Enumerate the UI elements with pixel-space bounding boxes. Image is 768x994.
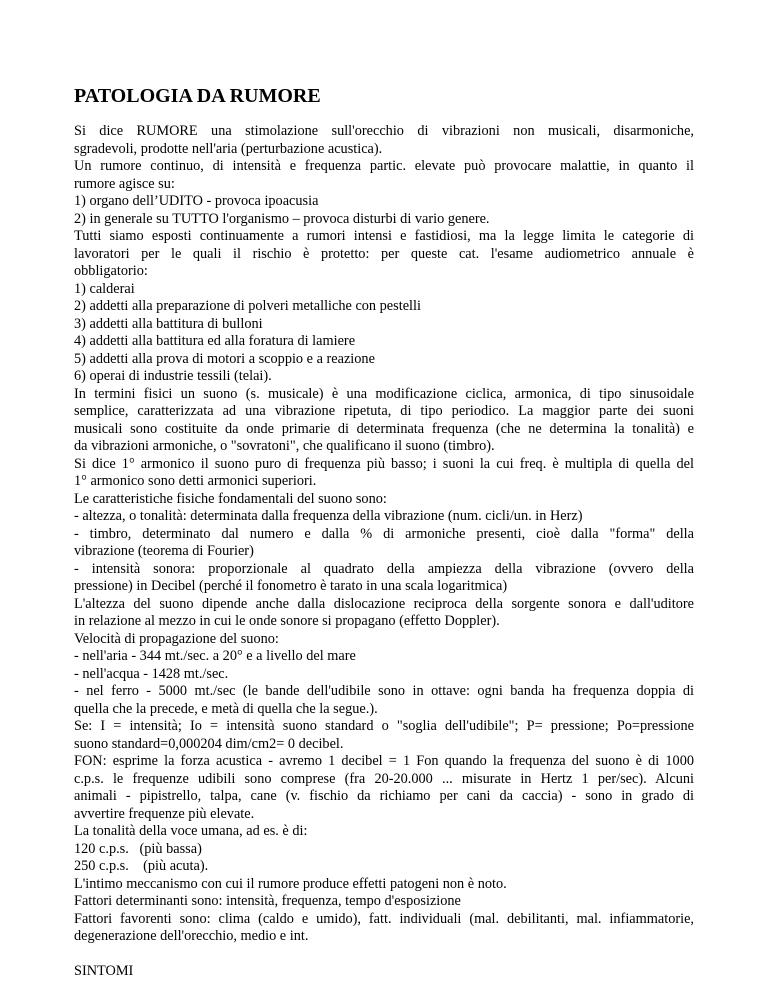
text-line: in relazione al mezzo in cui le onde sonore si propagano (effetto Doppler). — [74, 613, 500, 629]
text-line: 1) organo dell’UDITO - provoca ipoacusia — [74, 193, 319, 209]
text-line: In termini fisici un suono (s. musicale) è una modificazione ciclica, armonica, di tipo sinusoidale — [74, 385, 694, 402]
text-line: 5) addetti alla prova di motori a scoppio e a reazione — [74, 350, 375, 367]
text-line: rumore agisce su: — [74, 175, 175, 192]
text-line: Si dice 1° armonico il suono puro di frequenza più basso; i suoni la cui freq. è multipla di quella del — [74, 455, 694, 472]
text-line: La tonalità della voce umana, ad es. è di: — [74, 823, 308, 839]
text-line: obbligatorio: — [74, 263, 148, 279]
text-line: degenerazione dell'orecchio, medio e int. — [74, 928, 309, 944]
text-line: avvertire frequenze più elevate. — [74, 805, 255, 822]
text-line: 3) addetti alla battitura di bulloni — [74, 315, 263, 332]
text-line: quella che la precede, e metà di quella che la segue.). — [74, 700, 378, 717]
document-body — [74, 123, 694, 981]
text-line: Le caratteristiche fisiche fondamentali del suono sono: — [74, 490, 387, 507]
text-line: da vibrazioni armoniche, o "sovratoni", che qualificano il suono (timbro). — [74, 438, 495, 454]
text-line: 120 c.p.s. (più bassa) — [74, 840, 202, 857]
text-line: semplice, caratterizzata ad una vibrazione ripetuta, di tipo periodico. La maggior parte dei suoni — [74, 403, 694, 419]
text-line: 6) operai di industrie tessili (telai). — [74, 368, 272, 384]
text-line: Tutti siamo esposti continuamente a rumori intensi e fastidiosi, ma la legge limita le categorie di — [74, 228, 694, 244]
text-line: suono standard=0,000204 dim/cm2= 0 decibel. — [74, 735, 344, 752]
text-line: pressione) in Decibel (perché il fonometro è tarato in una scala logaritmica) — [74, 578, 508, 594]
text-line: - altezza, o tonalità: determinata dalla frequenza della vibrazione (num. cicli/un. in Herz) — [74, 508, 583, 524]
text-line: 1) calderai — [74, 280, 135, 297]
text-line: L'intimo meccanismo con cui il rumore produce effetti patogeni non è noto. — [74, 875, 507, 892]
text-line: - timbro, determinato dal numero e dalla % di armoniche presenti, cioè dalla "forma" della — [74, 525, 694, 542]
text-line: Velocità di propagazione del suono: — [74, 630, 279, 647]
text-line: Fattori determinanti sono: intensità, frequenza, tempo d'esposizione — [74, 893, 461, 909]
text-line: animali - pipistrello, talpa, cane (v. fischio da richiamo per cani da caccia) - sono in grado di — [74, 788, 694, 804]
text-line: vibrazione (teorema di Fourier) — [74, 543, 254, 559]
text-line: - nel ferro - 5000 mt./sec (le bande dell'udibile sono in ottave: ogni banda ha frequenza doppia di — [74, 683, 694, 699]
text-line: 2) addetti alla preparazione di polveri metalliche con pestelli — [74, 298, 421, 314]
text-line: - nell'aria - 344 mt./sec. a 20° e a livello del mare — [74, 648, 356, 664]
text-line: - nell'acqua - 1428 mt./sec. — [74, 665, 229, 682]
text-line: Se: I = intensità; Io = intensità suono standard o "soglia dell'udibile"; P= pressione; Po=pressione — [74, 718, 694, 734]
text-line: lavoratori per le quali il rischio è protetto: per queste cat. l'esame audiometrico annuale è — [74, 245, 694, 262]
text-line: Fattori favorenti sono: clima (caldo e umido), fatt. individuali (mal. debilitanti, mal. infiammatorie, — [74, 910, 694, 927]
text-line: 1° armonico sono detti armonici superiori. — [74, 473, 317, 489]
text-line: Si dice RUMORE una stimolazione sull'orecchio di vibrazioni non musicali, disarmoniche, — [74, 123, 694, 139]
text-line: - intensità sonora: proporzionale al quadrato della ampiezza della vibrazione (ovvero della — [74, 560, 694, 577]
text-line: sgradevoli, prodotte nell'aria (perturbazione acustica). — [74, 140, 383, 157]
text-line: 2) in generale su TUTTO l'organismo – provoca disturbi di vario genere. — [74, 210, 490, 227]
text-line: 250 c.p.s. (più acuta). — [74, 858, 209, 874]
paragraph-gap — [74, 946, 694, 964]
text-line: 4) addetti alla battitura ed alla foratura di lamiere — [74, 333, 356, 349]
text-line: musicali sono costituite da onde primarie di determinata frequenza (che ne determina la tonalità) e — [74, 420, 694, 437]
text-line: L'altezza del suono dipende anche dalla dislocazione reciproca della sorgente sonora e dall'uditore — [74, 595, 694, 612]
section-heading-sintomi: SINTOMI — [74, 963, 134, 979]
page-title: PATOLOGIA DA RUMORE — [74, 85, 321, 107]
text-line: Un rumore continuo, di intensità e frequenza partic. elevate può provocare malattie, in quanto il — [74, 158, 694, 174]
text-line: FON: esprime la forza acustica - avremo 1 decibel = 1 Fon quando la frequenza del suono è di 1000 — [74, 753, 694, 769]
text-line: c.p.s. le frequenze udibili sono comprese (fra 20-20.000 ... misurate in Hertz 1 per/sec). Alcuni — [74, 770, 694, 787]
